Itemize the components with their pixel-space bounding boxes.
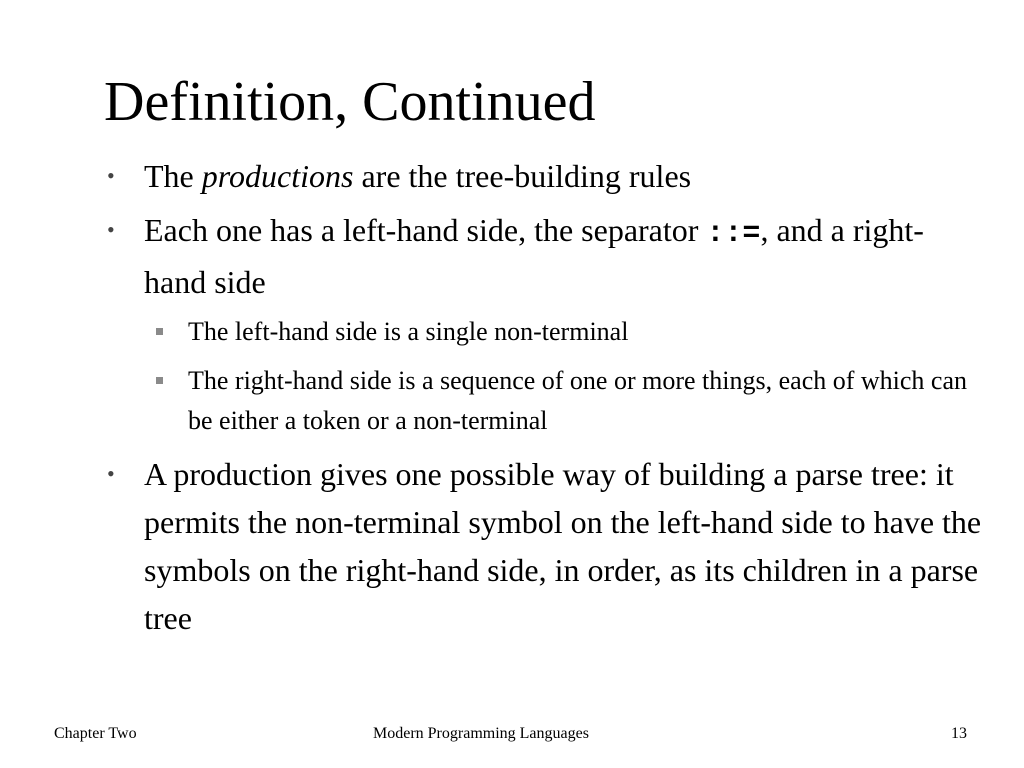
bullet-text-suffix: are the tree-building rules (353, 158, 692, 194)
slide-title: Definition, Continued (104, 71, 596, 133)
sub-bullet-text: The left-hand side is a single non-terminal (188, 317, 629, 346)
bullet-emphasis: productions (201, 158, 354, 194)
bullet-separator (104, 206, 984, 306)
bullet-dot-icon: • (107, 217, 115, 242)
bullet-dot-icon: • (107, 163, 115, 188)
footer-page-number: 13 (951, 725, 967, 742)
bullet-dot-icon: • (107, 461, 115, 486)
sub-bullet-text: The right-hand side is a sequence of one or more things, each of which can be either a token or a non-terminal (188, 366, 968, 435)
bullet-text-prefix: Each one has a left-hand side, the separator (144, 212, 707, 248)
bullet-text-prefix: The (144, 158, 202, 194)
sub-bullet-left-hand-side (104, 312, 984, 352)
bullet-text-suffix: , and a right-hand side (144, 212, 924, 300)
square-bullet-icon (156, 377, 163, 384)
bullet-production-meaning (104, 450, 984, 642)
bullet-productions (104, 152, 984, 200)
footer-book-title: Modern Programming Languages (373, 725, 589, 742)
sub-bullet-right-hand-side (104, 361, 984, 441)
slide-body (104, 152, 984, 648)
bullet-text: A production gives one possible way of building a parse tree: it permits the non-terminal symbol on the left-hand side to have the symbols on the right-hand side, in order, as its children in a parse tree (144, 456, 982, 636)
square-bullet-icon (156, 328, 163, 335)
separator-code: ::= (706, 217, 761, 251)
footer-chapter: Chapter Two (54, 725, 137, 742)
